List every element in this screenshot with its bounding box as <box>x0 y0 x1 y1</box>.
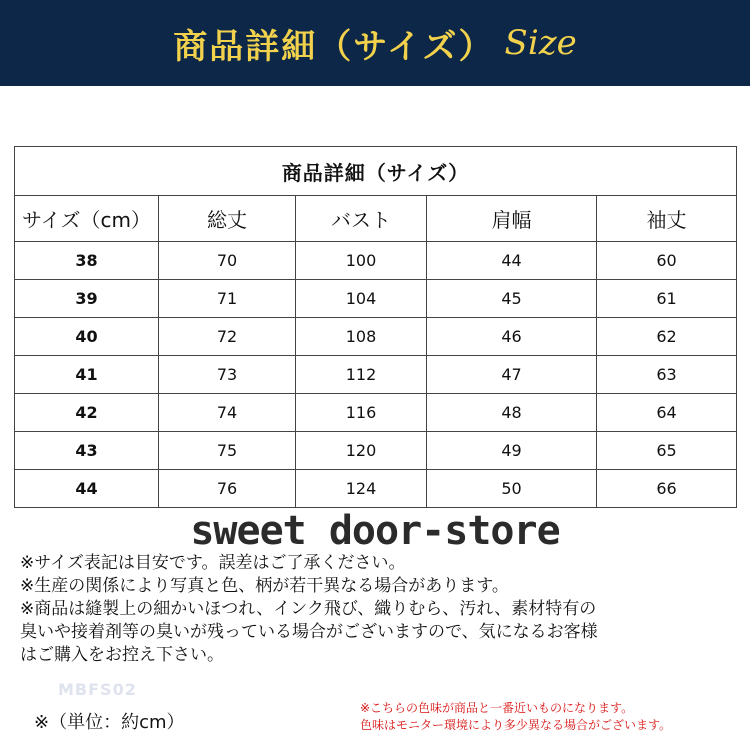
header-size: サイズ（cm） <box>15 196 159 242</box>
cell-length: 74 <box>159 394 296 432</box>
cell-bust: 100 <box>296 242 427 280</box>
table-row <box>15 394 737 432</box>
table-row <box>15 318 737 356</box>
cell-size: 38 <box>15 242 159 280</box>
header-bust: バスト <box>296 196 427 242</box>
color-disclaimer <box>360 700 671 734</box>
table-row <box>15 280 737 318</box>
cell-shoulder: 44 <box>427 242 597 280</box>
table-row <box>15 242 737 280</box>
table-row <box>15 470 737 508</box>
table-header-row <box>15 196 737 242</box>
cell-length: 70 <box>159 242 296 280</box>
table-caption: 商品詳細（サイズ） <box>15 147 737 196</box>
header-length: 総丈 <box>159 196 296 242</box>
cell-length: 73 <box>159 356 296 394</box>
disclaimer-line: 色味はモニター環境により多少異なる場合がございます。 <box>360 718 672 732</box>
cell-size: 40 <box>15 318 159 356</box>
notes-block <box>20 552 740 667</box>
banner-title: 商品詳細（サイズ） <box>173 26 495 67</box>
title-banner <box>0 0 750 86</box>
cell-size: 41 <box>15 356 159 394</box>
cell-bust: 120 <box>296 432 427 470</box>
cell-shoulder: 46 <box>427 318 597 356</box>
cell-bust: 104 <box>296 280 427 318</box>
cell-size: 44 <box>15 470 159 508</box>
note-line: 臭いや接着剤等の臭いが残っている場合がございますので、気になるお客様 <box>20 622 598 642</box>
cell-sleeve: 65 <box>597 432 737 470</box>
disclaimer-line: ※こちらの色味が商品と一番近いものになります。 <box>360 701 634 715</box>
cell-sleeve: 60 <box>597 242 737 280</box>
unit-note: ※（単位：約cm） <box>34 712 185 733</box>
note-line: ※生産の関係により写真と色、柄が若干異なる場合があります。 <box>20 576 509 596</box>
cell-length: 72 <box>159 318 296 356</box>
cell-sleeve: 63 <box>597 356 737 394</box>
cell-shoulder: 50 <box>427 470 597 508</box>
cell-size: 42 <box>15 394 159 432</box>
cell-bust: 108 <box>296 318 427 356</box>
table-row <box>15 432 737 470</box>
cell-bust: 112 <box>296 356 427 394</box>
header-shoulder: 肩幅 <box>427 196 597 242</box>
cell-sleeve: 66 <box>597 470 737 508</box>
note-line: はご購入をお控え下さい。 <box>20 645 224 665</box>
cell-length: 71 <box>159 280 296 318</box>
cell-length: 76 <box>159 470 296 508</box>
cell-length: 75 <box>159 432 296 470</box>
cell-sleeve: 62 <box>597 318 737 356</box>
note-line: ※サイズ表記は目安です。誤差はご了承ください。 <box>20 553 406 573</box>
cell-shoulder: 49 <box>427 432 597 470</box>
cell-shoulder: 47 <box>427 356 597 394</box>
cell-sleeve: 61 <box>597 280 737 318</box>
banner-script-title: Size <box>504 23 577 63</box>
cell-shoulder: 48 <box>427 394 597 432</box>
cell-sleeve: 64 <box>597 394 737 432</box>
cell-size: 39 <box>15 280 159 318</box>
header-sleeve: 袖丈 <box>597 196 737 242</box>
cell-shoulder: 45 <box>427 280 597 318</box>
cell-bust: 124 <box>296 470 427 508</box>
note-line: ※商品は縫製上の細かいほつれ、インク飛び、織りむら、汚れ、素材特有の <box>20 599 597 619</box>
cell-size: 43 <box>15 432 159 470</box>
table-row <box>15 356 737 394</box>
size-table <box>14 146 737 508</box>
watermark: MBFS02 <box>58 680 137 699</box>
store-name: sweet door-store <box>190 508 560 554</box>
cell-bust: 116 <box>296 394 427 432</box>
